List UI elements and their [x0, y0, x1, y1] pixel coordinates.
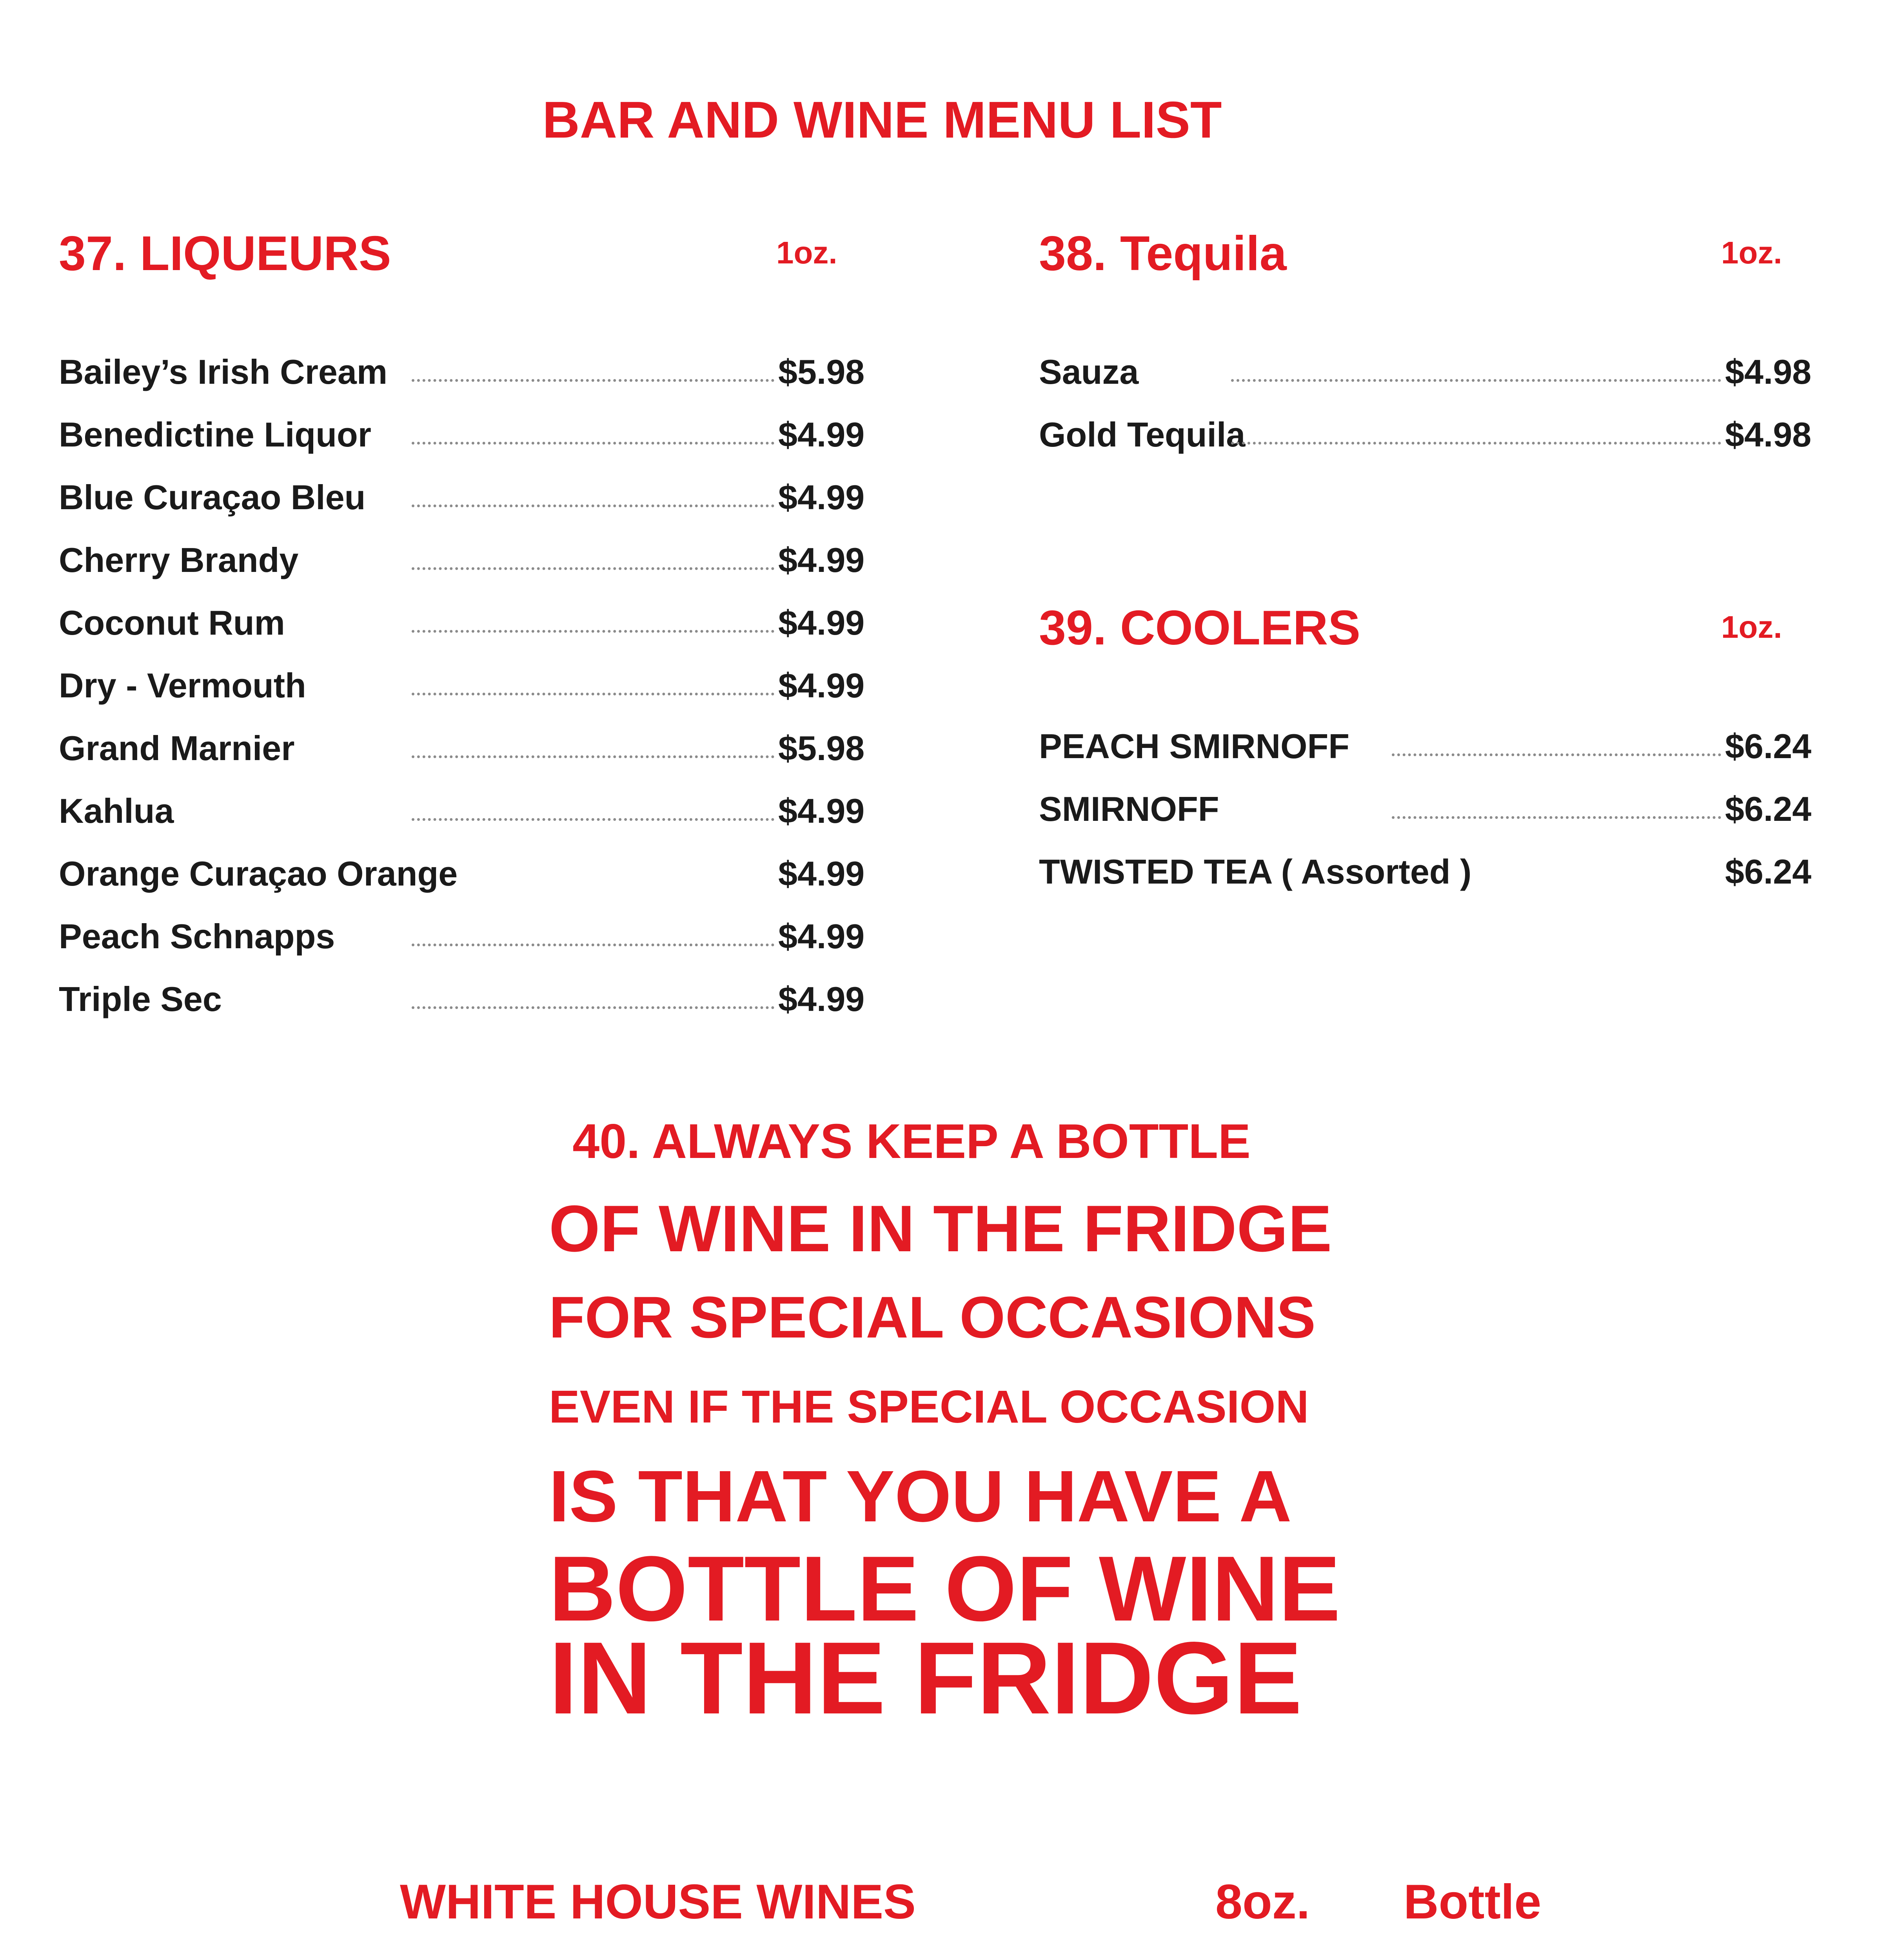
tequila-unit-label: 1oz. — [1721, 235, 1782, 270]
menu-item-price: $6.24 — [1725, 789, 1812, 828]
menu-item-price: $4.99 — [778, 603, 865, 642]
dot-leader — [412, 693, 774, 695]
menu-item-price: $4.99 — [778, 980, 865, 1018]
glass-size-label: 8oz. — [1215, 1875, 1310, 1929]
menu-item — [59, 919, 874, 958]
page-title: BAR AND WINE MENU LIST — [542, 91, 1222, 149]
dot-leader — [1392, 816, 1721, 819]
menu-item — [59, 417, 874, 457]
menu-item-price: $6.24 — [1725, 727, 1812, 766]
menu-item-name: Orange Curaçao Orange — [59, 854, 458, 893]
liqueurs-unit-label: 1oz. — [776, 235, 837, 270]
menu-item-name: Grand Marnier — [59, 729, 295, 768]
menu-item-name: PEACH SMIRNOFF — [1039, 727, 1349, 766]
menu-item-price: $4.99 — [778, 666, 865, 705]
menu-item-price: $4.99 — [778, 541, 865, 579]
menu-item — [59, 668, 874, 708]
dot-leader — [412, 567, 774, 570]
menu-item-name: Peach Schnapps — [59, 917, 335, 956]
menu-item — [1039, 729, 1823, 768]
menu-item — [1039, 417, 1823, 457]
menu-item-name: Kahlua — [59, 791, 174, 830]
dot-leader — [412, 630, 774, 633]
menu-item-price: $4.98 — [1725, 415, 1812, 454]
menu-item-price: $5.98 — [778, 352, 865, 391]
menu-item-name: Gold Tequila — [1039, 415, 1246, 454]
quote-line-7: IN THE FRIDGE — [549, 1621, 1302, 1735]
menu-item-price: $4.99 — [778, 791, 865, 830]
menu-item — [59, 480, 874, 519]
dot-leader — [1231, 379, 1721, 382]
menu-item — [1039, 789, 1823, 831]
menu-item-name: Triple Sec — [59, 980, 222, 1018]
tequila-heading: 38. Tequila — [1039, 227, 1287, 281]
quote-line-5: IS THAT YOU HAVE A — [549, 1456, 1292, 1537]
liqueurs-heading: 37. LIQUEURS — [59, 227, 391, 281]
menu-item — [59, 352, 874, 394]
quote-line-6: BOTTLE OF WINE — [549, 1537, 1340, 1641]
menu-item — [59, 791, 874, 833]
menu-item — [59, 603, 874, 645]
quote-line-2: OF WINE IN THE FRIDGE — [549, 1192, 1332, 1265]
bottle-label: Bottle — [1404, 1875, 1542, 1929]
dot-leader — [412, 1006, 774, 1009]
menu-item-price: $4.99 — [778, 917, 865, 956]
menu-item-name: Bailey’s Irish Cream — [59, 352, 388, 391]
coolers-unit-label: 1oz. — [1721, 610, 1782, 644]
menu-item-name: TWISTED TEA ( Assorted ) — [1039, 852, 1472, 891]
quote-line-1: 40. ALWAYS KEEP A BOTTLE — [572, 1114, 1251, 1169]
menu-item — [59, 854, 874, 896]
quote-line-4: EVEN IF THE SPECIAL OCCASION — [549, 1381, 1309, 1433]
menu-item-price: $6.24 — [1725, 852, 1812, 891]
coolers-heading: 39. COOLERS — [1039, 601, 1360, 655]
dot-leader — [1392, 753, 1721, 756]
menu-item-name: Coconut Rum — [59, 603, 285, 642]
dot-leader — [412, 818, 774, 821]
menu-item — [59, 543, 874, 582]
dot-leader — [412, 755, 774, 758]
white-wines-heading: WHITE HOUSE WINES — [400, 1875, 916, 1929]
menu-item — [59, 982, 874, 1021]
menu-item — [1039, 352, 1823, 394]
quote-line-3: FOR SPECIAL OCCASIONS — [549, 1284, 1316, 1350]
menu-item-price: $4.98 — [1725, 352, 1812, 391]
menu-item-price: $4.99 — [778, 478, 865, 517]
menu-item-name: SMIRNOFF — [1039, 789, 1219, 828]
menu-item-name: Dry - Vermouth — [59, 666, 306, 705]
menu-item — [1039, 852, 1823, 894]
dot-leader — [412, 442, 774, 445]
menu-item-name: Sauza — [1039, 352, 1139, 391]
menu-item-name: Benedictine Liquor — [59, 415, 371, 454]
dot-leader — [1231, 442, 1721, 445]
menu-item-name: Cherry Brandy — [59, 541, 299, 579]
menu-item — [59, 731, 874, 770]
menu-item-price: $4.99 — [778, 854, 865, 893]
menu-item-price: $5.98 — [778, 729, 865, 768]
menu-item-price: $4.99 — [778, 415, 865, 454]
dot-leader — [412, 505, 774, 507]
dot-leader — [412, 944, 774, 946]
menu-item-name: Blue Curaçao Bleu — [59, 478, 366, 517]
dot-leader — [412, 379, 774, 382]
